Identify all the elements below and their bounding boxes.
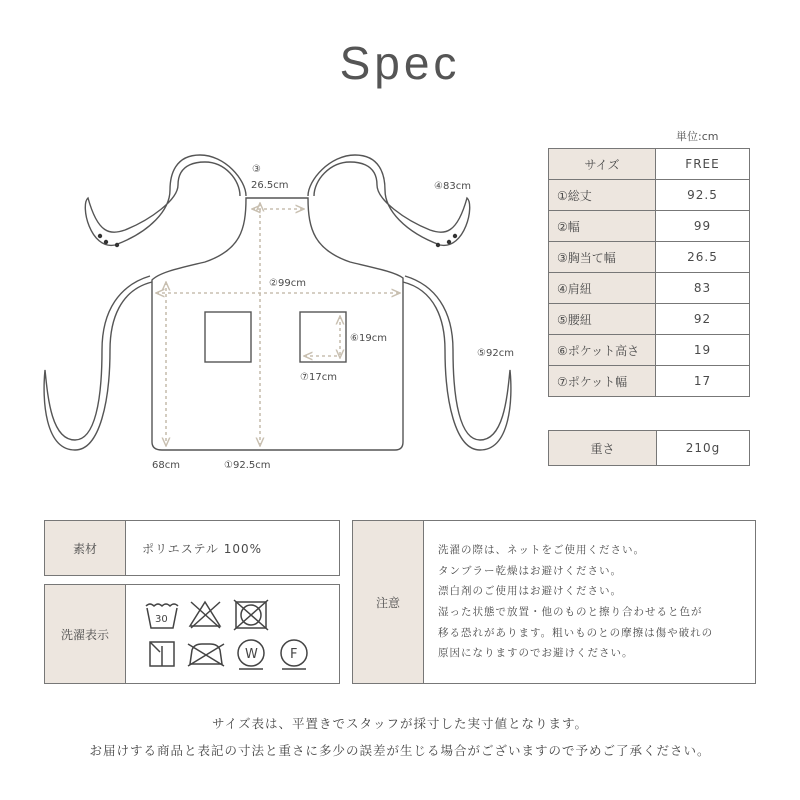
page-title: Spec (339, 37, 461, 89)
washing-symbols-svg (144, 594, 319, 674)
size-row-label: ⑦ポケット幅 (549, 366, 656, 397)
size-row-label: ②幅 (549, 211, 656, 242)
wash-temp-label: 30 (155, 614, 168, 625)
table-row (549, 431, 750, 466)
note-line: 原因になりますのでお避けください。 (438, 647, 634, 660)
notes-content (424, 521, 713, 683)
size-row-value: 19 (656, 335, 750, 366)
apron-body-outline (152, 198, 403, 450)
weight-value: 210g (657, 431, 750, 466)
size-row-label: ①総丈 (549, 180, 656, 211)
bib-number-label: ③ (252, 164, 261, 175)
notes-box (352, 520, 756, 684)
washing-label: 洗濯表示 (45, 585, 126, 683)
size-row-label: ③胸当て幅 (549, 242, 656, 273)
table-row (549, 273, 750, 304)
size-row-label: ⑥ポケット高さ (549, 335, 656, 366)
washing-box (44, 584, 340, 684)
size-row-value: 26.5 (656, 242, 750, 273)
size-row-value: 83 (656, 273, 750, 304)
footer-note-2: お届けする商品と表記の寸法と重さに多少の誤差が生じる場合がございますので予めご了承ください。 (89, 743, 711, 758)
pocket-right (300, 312, 346, 362)
waist-tie-label: ⑤92cm (477, 348, 514, 359)
table-row (549, 366, 750, 397)
size-row-value: 92.5 (656, 180, 750, 211)
weight-label: 重さ (549, 431, 657, 466)
line-dry-shade-icon (150, 642, 174, 666)
note-line: タンブラー乾燥はお避けください。 (438, 564, 622, 577)
neck-strap-right (308, 155, 470, 245)
bib-width-label: 26.5cm (251, 180, 289, 191)
footer-note-1: サイズ表は、平置きでスタッフが採寸した実寸値となります。 (211, 716, 588, 731)
width-label: ②99cm (269, 278, 306, 289)
unit-label: 単位:cm (676, 130, 719, 143)
pocket-left (205, 312, 251, 362)
neck-strap-left (85, 155, 246, 245)
wet-clean-icon (238, 640, 264, 669)
note-line: 湿った状態で放置・他のものと擦り合わせると色が (438, 606, 703, 618)
notes-label: 注意 (353, 521, 424, 683)
waist-tie-right (403, 276, 511, 450)
pocket-width-label: ⑦17cm (300, 372, 337, 383)
size-table-header (549, 149, 750, 180)
size-row-value: 92 (656, 304, 750, 335)
size-table (548, 148, 750, 397)
dry-clean-letter: F (290, 647, 298, 662)
tie-length-label: 68cm (152, 460, 180, 471)
size-row-label: ⑤腰紐 (549, 304, 656, 335)
strap-label: ④83cm (434, 181, 471, 192)
note-line: 洗濯の際は、ネットをご使用ください。 (438, 544, 645, 557)
weight-table (548, 430, 750, 466)
table-row (549, 335, 750, 366)
note-line: 漂白剤のご使用はお避けください。 (438, 585, 622, 598)
size-row-label: ④肩紐 (549, 273, 656, 304)
wet-clean-letter: W (245, 647, 258, 662)
waist-tie-left (44, 276, 152, 450)
pocket-height-label: ⑥19cm (350, 333, 387, 344)
size-row-value: 17 (656, 366, 750, 397)
material-value: ポリエステル 100% (142, 541, 263, 556)
size-header-label: サイズ (549, 149, 656, 180)
length-label: ①92.5cm (224, 460, 271, 471)
material-label: 素材 (45, 521, 126, 575)
table-row (549, 211, 750, 242)
washing-symbols (126, 585, 319, 683)
wash-30-icon (146, 604, 178, 628)
size-header-value: FREE (656, 149, 750, 180)
note-line: 移る恐れがあります。粗いものとの摩擦は傷や破れの (438, 626, 714, 639)
size-row-value: 99 (656, 211, 750, 242)
material-box (44, 520, 340, 576)
no-tumble-dry-icon (234, 600, 268, 630)
table-row (549, 180, 750, 211)
table-row (549, 304, 750, 335)
iron-low-icon (188, 644, 224, 666)
table-row (549, 242, 750, 273)
dry-clean-icon (281, 640, 307, 669)
no-bleach-icon (190, 602, 220, 628)
